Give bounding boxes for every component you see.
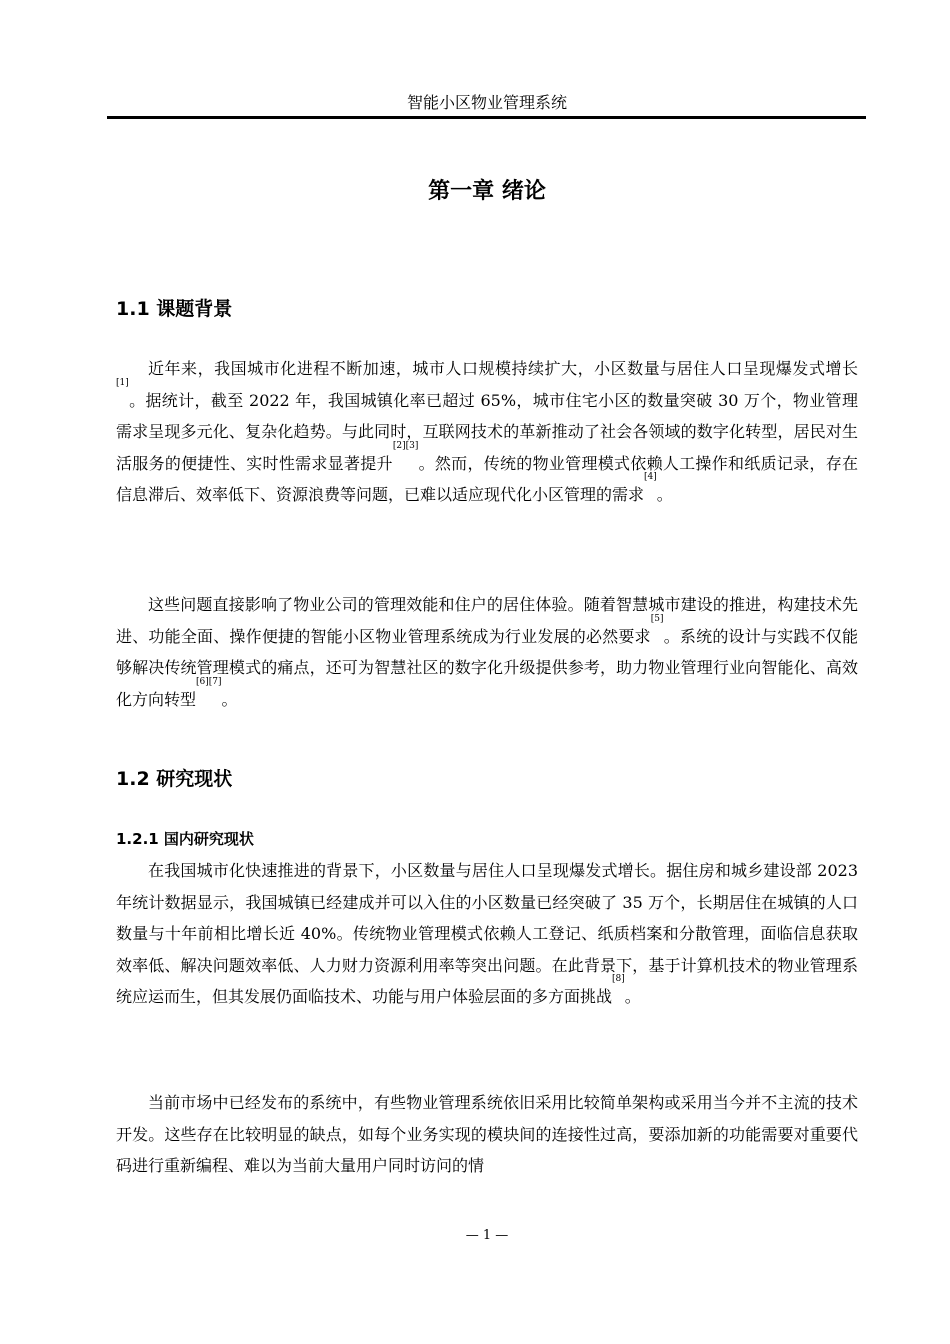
text-run: 当前市场中已经发布的系统中，有些物业管理系统依旧采用比较简单架构或采用当今并不主流的技术开发。这些存在比较明显的缺点，如每个业务实现的模块间的连接性过高，要添加新的功能需要对重要代码进行重新编程、难以为当前大量用户同时访问的情	[116, 1093, 858, 1176]
citation-marker: [5]	[650, 613, 664, 624]
paragraph	[116, 589, 858, 715]
text-run: 。	[624, 987, 641, 1007]
section-heading-1-2: 1.2 研究现状	[116, 768, 233, 790]
citation-marker: [8]	[612, 974, 625, 985]
text-run: 在我国城市化快速推进的背景下，小区数量与居住人口呈现爆发式增长。据住房和城乡建设部 2023 年统计数据显示，我国城镇已经建成并可以入住的小区数量已经突破了 35 万个，长期居住在城镇的人口数量与十年前相比增长近 40%。传统物业管理模式依赖人工登记、纸质档案和分散管理，面临信息获取效率低、解决问题效率低、人力财力资源利用率等突出问题。在此背景下，基于计算机技术的物业管理系统应运而生，但其发展仍面临技术、功能与用户体验层面的多方面挑战	[116, 861, 858, 1007]
running-header: 智能小区物业管理系统	[406, 93, 567, 112]
page-number: — 1 —	[465, 1228, 509, 1243]
text-run: 。然而，传统的物业管理模式依赖人工操作和纸质记录，存在信息滞后、效率低下、资源浪费等问题，已难以适应现代化小区管理的需求	[116, 453, 858, 505]
header-rule	[107, 116, 866, 119]
citation-marker: [2][3]	[392, 440, 419, 451]
citation-marker: [6][7]	[196, 676, 222, 687]
text-run: 这些问题直接影响了物业公司的管理效能和住户的居住体验。随着智慧城市建设的推进，构建技术先进、功能全面、操作便捷的智能小区物业管理系统成为行业发展的必然要求	[116, 595, 858, 646]
paragraph	[116, 855, 858, 1013]
text-run: 。系统的设计与实践不仅能够解决传统管理模式的痛点，还可为智慧社区的数字化升级提供参考，助力物业管理行业向智能化、高效化方向转型	[116, 626, 858, 709]
citation-marker: [1]	[116, 377, 129, 388]
text-run: 。	[221, 689, 238, 709]
section-heading-1-1: 1.1 课题背景	[116, 298, 233, 320]
text-run: 。据统计，截至 2022 年，我国城镇化率已超过 65%，城市住宅小区的数量突破 30 万个，物业管理需求呈现多元化、复杂化趋势。与此同时，互联网技术的革新推动了社会各领域的数字化转型，居民对生活服务的便捷性、实时性需求显著提升	[116, 390, 858, 473]
text-run: 近年来，我国城市化进程不断加速，城市人口规模持续扩大，小区数量与居住人口呈现爆发式增长	[148, 359, 858, 378]
paragraph	[116, 353, 858, 511]
subsection-heading-1-2-1: 1.2.1 国内研究现状	[116, 830, 254, 848]
chapter-title: 第一章 绪论	[428, 179, 546, 204]
paragraph	[116, 1087, 858, 1182]
citation-marker: [4]	[644, 472, 657, 483]
text-run: 。	[656, 485, 673, 505]
